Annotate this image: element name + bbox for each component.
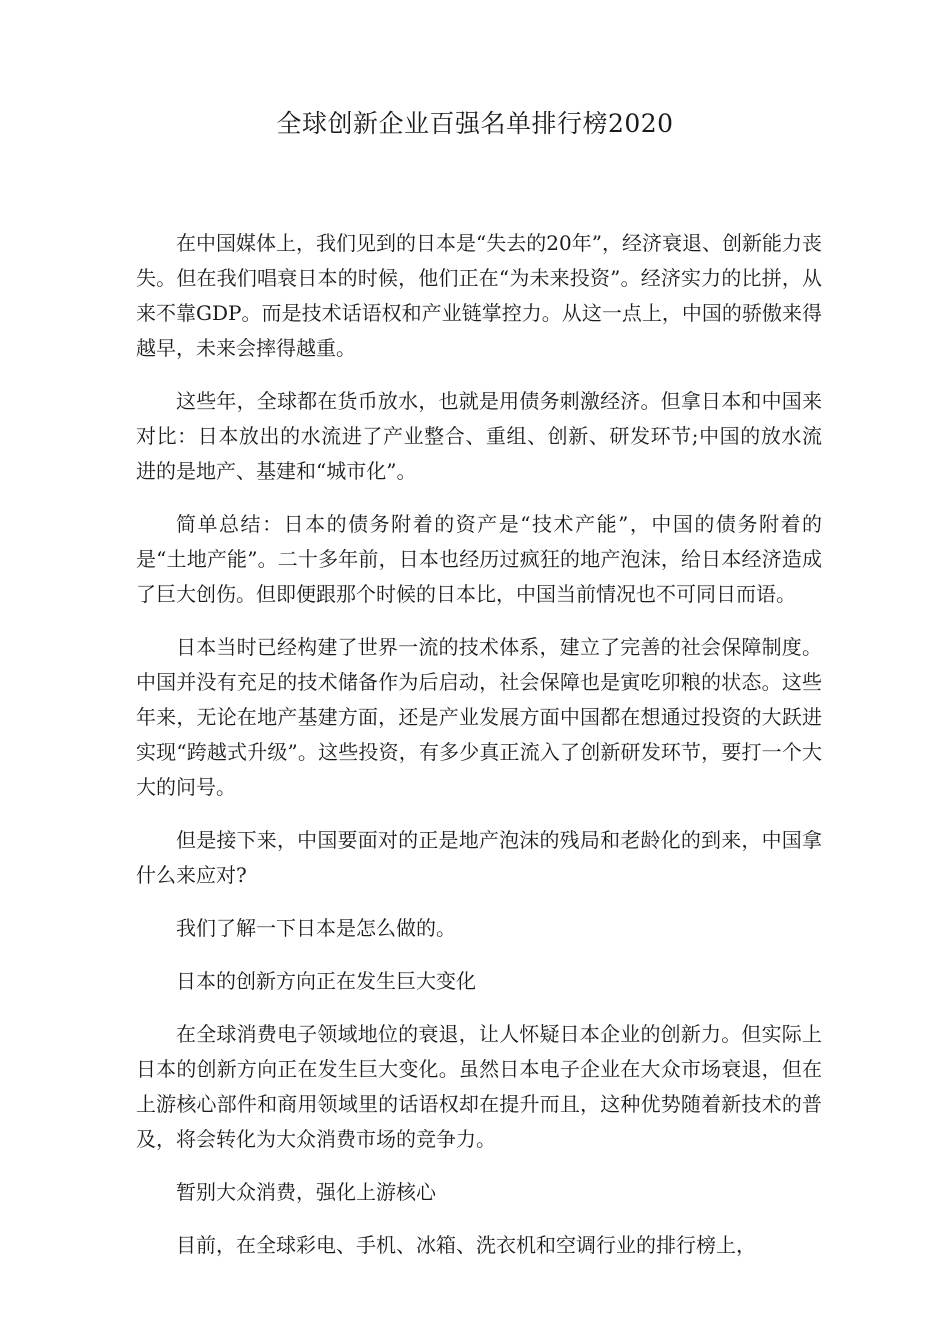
section-heading: 日本的创新方向正在发生巨大变化	[176, 969, 476, 993]
paragraph: 在中国媒体上，我们见到的日本是“失去的20年”，经济衰退、创新能力丧失。但在我们唱衰日本的时候，他们正在“为未来投资”。经济实力的比拼，从来不靠GDP。而是技术话语权和产业链掌控力。从这一点上，中国的骄傲来得越早，未来会摔得越重。	[136, 231, 822, 360]
section-heading: 暂别大众消费，强化上游核心	[176, 1180, 436, 1204]
paragraph: 我们了解一下日本是怎么做的。	[176, 916, 456, 940]
paragraph: 目前，在全球彩电、手机、冰箱、洗衣机和空调行业的排行榜上，	[176, 1233, 756, 1257]
paragraph: 这些年，全球都在货币放水，也就是用债务刺激经济。但拿日本和中国来对比：日本放出的水流进了产业整合、重组、创新、研发环节;中国的放水流进的是地产、基建和“城市化”。	[136, 389, 822, 483]
paragraph: 简单总结：日本的债务附着的资产是“技术产能”，中国的债务附着的是“土地产能”。二十多年前，日本也经历过疯狂的地产泡沫，给日本经济造成了巨大创伤。但即便跟那个时候的日本比，中国当前情况也不可同日而语。	[136, 512, 822, 606]
paragraph: 日本当时已经构建了世界一流的技术体系，建立了完善的社会保障制度。中国并没有充足的技术储备作为后启动，社会保障也是寅吃卯粮的状态。这些年来，无论在地产基建方面，还是产业发展方面中国都在想通过投资的大跃进实现“跨越式升级”。这些投资，有多少真正流入了创新研发环节，要打一个大大的问号。	[136, 635, 822, 799]
document-body	[136, 226, 822, 1281]
paragraph: 在全球消费电子领域地位的衰退，让人怀疑日本企业的创新力。但实际上日本的创新方向正在发生巨大变化。虽然日本电子企业在大众市场衰退，但在上游核心部件和商用领域里的话语权却在提升而且，这种优势随着新技术的普及，将会转化为大众消费市场的竞争力。	[136, 1022, 822, 1151]
document-title: 全球创新企业百强名单排行榜2020	[276, 109, 674, 138]
paragraph: 但是接下来，中国要面对的正是地产泡沫的残局和老龄化的到来，中国拿什么来应对?	[136, 828, 822, 887]
